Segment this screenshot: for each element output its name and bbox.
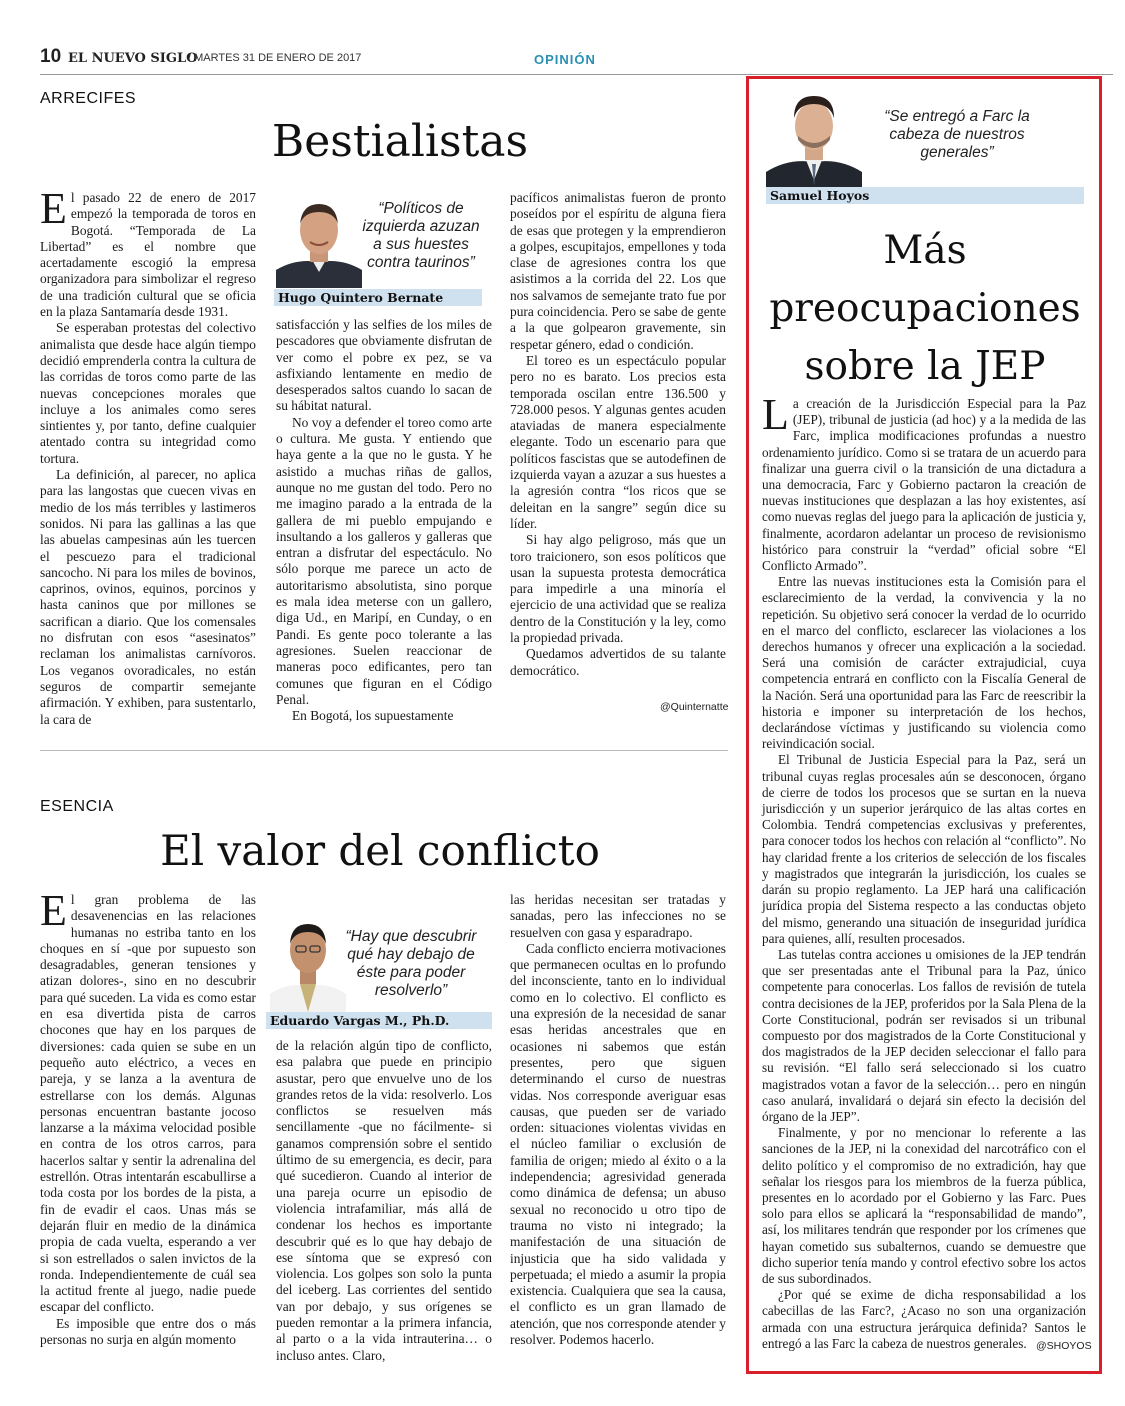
- paragraph: de la relación algún tipo de conflicto, esa palabra que puede en principio asustar, pero que envuelve uno de los grandes retos de la vida: resolverlo. Los conflictos se resuelven más sencillamente -que no fácilmente- si ganamos comprensión sobre el sentido último de su emergencia, es decir, para qué sucedieron. Cuando al interior de una pareja ocurre un episodio de violencia intrafamiliar, más allá de condenar los hechos es importante descubrir qué es lo que hay debajo de ese síntoma que se expresó con violencia. Los golpes son solo la punta del iceberg. Las corrientes del sentido van por debajo, y sus orígenes se pueden remontar a la primera infancia, al parto o a la vida intrauterina… o incluso antes. Claro,: [276, 1038, 492, 1363]
- article1-kicker: ARRECIFES: [40, 90, 137, 107]
- headline-line: preocupaciones: [769, 286, 1081, 331]
- paper-name: EL NUEVO SIGLO: [68, 51, 198, 66]
- section-label: OPINIÓN: [534, 52, 596, 67]
- article-divider: [40, 750, 728, 751]
- headline-line: sobre la JEP: [804, 344, 1046, 389]
- article2-col1: [40, 886, 256, 1360]
- paragraph: l pasado 22 de enero de 2017 empezó la temporada de toros en Bogotá. “Temporada de La Libertad” es el nombre que acertadamente escogió la empresa organizadora para simbolizar el regreso de una tradición cultural que se oficia en la plaza Santamaría desde 1931.: [40, 190, 256, 320]
- author-photo-eduardo: [270, 910, 346, 1012]
- paragraph: pacíficos animalistas fueron de pronto poseídos por el espíritu de alguna fiera de esas que protegen y la emprendieron a golpes, escupitajos, empellones y toda clase de agresiones contra los que asistimos a la corrida del 22. Los que nos salvamos de semejante trato fue por pura coincidencia. Pero se sabe de gente a la que golpearon gravemente, sin respetar género, edad o condición.: [510, 190, 727, 352]
- article3-author-bar: Samuel Hoyos: [766, 187, 1084, 204]
- article3-headline: [760, 222, 1090, 396]
- article2-kicker: ESENCIA: [40, 798, 114, 815]
- paragraph: El toreo es un espectáculo popular pero no es barato. Los precios esta temporada oscilan entre 136.500 y 728.000 pesos. Y algunas gentes acuden ataviadas de manera especialmente elegante. Todo un escenario para que políticos fascistas que se autodefinen de izquierda vayan a azuzar a sus huestes a la agresión contra “los ricos que se deleitan en la sangre” según dice su líder.: [510, 352, 726, 531]
- paragraph: satisfacción y las selfies de los miles de pescadores que obviamente disfrutan de ver como el pobre ex pez, se va asfixiando lentamente en medio de desesperados saltos cuando lo sacan de su hábitat natural.: [276, 317, 492, 414]
- article2-quote: “Hay que descubrir qué hay debajo de éste para poder resolverlo”: [345, 928, 477, 999]
- author-photo-samuel: [766, 86, 862, 188]
- masthead-date: / MARTES 31 DE ENERO DE 2017: [188, 52, 362, 64]
- article3-handle: @SHOYOS: [1036, 1340, 1092, 1352]
- article1-headline: Bestialistas: [271, 116, 529, 167]
- article2-col2: [276, 1038, 492, 1363]
- paragraph: Finalmente, y por no mencionar lo referente a las sanciones de la JEP, ni la conexidad del narcotráfico con el delito político y el compromiso de no extradición, hay que señalar los riesgos para los miembros de la fuerza pública, presentes en lo acordado por el Gobierno y las Farc. Pues solo para ellos se aplicará la “responsabilidad de mando”, así, los militares tendrán que responder por los crímenes que hayan cometido sus subalternos, cuando se demuestre que dicho superior tenía mando y control efectivo sobre los actos de sus subordinados.: [762, 1125, 1086, 1286]
- paragraph: a creación de la Jurisdicción Especial para la Paz (JEP), tribunal de justicia (ad hoc) y a la medida de las Farc, implica modificaciones profundas a nuestro ordenamiento jurídico. Como si se tratara de un acuerdo para finalizar una guerra civil o la transición de una dictadura a una democracia, Farc y Gobierno pactaron la creación de nuevas instituciones que desplazan a las hoy existentes, así como nuevas reglas del juego para la aplicación de justicia y, finalmente, acordaron adelantar un proceso de revisionismo histórico para construir la “verdad” oficial sobre “El Conflicto Armado”.: [762, 396, 1086, 574]
- paragraph: No voy a defender el toreo como arte o cultura. Me gusta. Y entiendo que haya gente a la que no le gusta. Y he asistido a muchas riñas de gallos, aunque no me gustan del todo. Pero no me imagino parado a la entrada de la gallera de mi pueblo empujando e insultando a los galleros y galleras que entran a disfrutar del espectáculo. No sólo porque me parece un acto de autoritarismo absolutista, sino porque es mala idea meterse con un gallero, diga Ud., en Maripí, en Cunday, o en Pandi. Es gente poco tolerante a las agresiones. Suelen reaccionar de maneras poco edificantes, pero tan comunes que figuran en el Código Penal.: [276, 414, 492, 707]
- author-photo-hugo: [276, 192, 362, 288]
- article1-quote: “Políticos de izquierda azuzan a sus huestes contra taurinos”: [362, 200, 480, 271]
- article3-quote: “Se entregó a Farc la cabeza de nuestros generales”: [884, 108, 1030, 161]
- paragraph: Quedamos advertidos de su talante democrático.: [510, 646, 726, 678]
- paragraph: Si hay algo peligroso, más que un toro traicionero, son esos políticos que usan la supuesta protesta democrática para impedirle a una minoría el ejercicio de una actividad que se realiza dentro de la Constitución y la ley, como la propiedad privada.: [510, 532, 726, 646]
- paragraph: ¿Por qué se exime de dicha responsabilidad a los cabecillas de las Farc?, ¿Acaso no son una organización armada con una estructura jerárquica definida? Santos le entregó a las Farc la cabeza de nuestros generales.: [762, 1287, 1086, 1351]
- article1-col3: [510, 190, 726, 700]
- article2-author-bar: Eduardo Vargas M., Ph.D.: [266, 1012, 492, 1029]
- article3-dropcap: L: [762, 390, 789, 439]
- paragraph: Es imposible que entre dos o más personas no surja en algún momento: [40, 1315, 256, 1348]
- paragraph: l gran problema de las desavenencias en las relaciones humanas no estriba tanto en los choques en sí -que por supuesto son desagradables, generan tensiones y atizan dolores-, sino en no descubrir para qué suceden. La vida es como estar en esa divertida pista de carros chocones que hay en los parques de diversiones: cada quien se sube en un pequeño auto eléctrico, a veces en pareja, y se lanza a la aventura de estrellarse con los demás. Algunas personas encuentran bastante jocoso lanzarse a la máxima velocidad posible en contra de los otros carros, para hacerlos saltar y sentir la adrenalina del estrellón. Otras intentarán escabullirse a toda costa por los bordes de la pista, a fin de evadir el caos. Unas más se dejarán fluir en medio de la dinámica propia de cada vuelta, esperando a ver si son estrellados o salen invictos de la ronda. Independientemente de cuál sea la actitud frente al juego, nadie puede escapar del conflicto.: [40, 892, 256, 1315]
- article1-handle: @Quinternatte: [660, 701, 729, 713]
- paragraph: Cada conflicto encierra motivaciones que permanecen ocultas en lo profundo del inconsciente, tanto en lo individual como en lo colectivo. El conflicto es una expresión de la necesidad de sanar esas heridas ancestrales que en ocasiones ni sabemos que están presentes, pero que siguen determinando el curso de nuestras vidas. Nos corresponde averiguar esas causas, que pueden ser de variado orden: situaciones violentas vividas en el núcleo familiar o exclusión de familia de origen; miedo al éxito o a la independencia; agresividad generada como dinámica de defensa; un abuso sexual no reconocido u otro tipo de trauma no visto ni integrado; la manifestación de una situación de injusticia que ha sido validada y perpetuada; el miedo a asumir la propia existencia. Cualquiera que sea la causa, el conflicto es un gran llamado de atención, que nos corresponde atender y resolver. Podemos hacerlo.: [510, 940, 726, 1348]
- masthead-rule: [40, 74, 1113, 75]
- article1-col1: [40, 184, 257, 727]
- paragraph: En Bogotá, los supuestamente: [292, 708, 454, 724]
- article2-headline: El valor del conflicto: [160, 826, 600, 875]
- paragraph: El Tribunal de Justicia Especial para la Paz, será un tribunal cuyas reglas procesales aún se desconocen, órgano de cierre de todos los procesos que se surtan en la nueva jurisdicción y un superior jerárquico de las altas cortes en Colombia. Tendrá competencias exclusivas y preferentes, para conocer todos los hechos con relación al “conflicto”. No hay claridad frente a los criterios de selección de los fiscales y magistrados que integrarán la jurisdicción, los cuales se darán su propio reglamento. La JEP hará una calificación jurídica propia del Sistema respecto a las conductas objeto del mismo, generando una situación de inseguridad jurídica para quienes, allí, resulten procesados.: [762, 752, 1086, 946]
- paragraph: las heridas necesitan ser tratadas y sanadas, pero las infecciones no se resuelven con gasa y esparadrapo.: [510, 892, 726, 940]
- paragraph: La definición, al parecer, no aplica para las langostas que cuecen vivas en medio de los más terribles y lastimeros sonidos. Ni para las gallinas a las que las abuelas campesinas aún les tuercen el pescuezo para el tradicional sancocho. Ni para los miles de bovinos, caprinos, ovinos, equinos, porcinos y hasta caninos que por millones se sacrifican a diario. Que los comensales no disfrutan con esos “asesinatos” reclaman los animalistas carnívoros. Los veganos ovoradicales, no están seguros de compartir semejante afirmación. Y exhiben, para sustentarlo, la cara de: [40, 467, 256, 727]
- headline-line: Más: [883, 228, 967, 273]
- page-number: 10: [40, 46, 62, 67]
- article1-dropcap: E: [40, 184, 67, 233]
- article2-dropcap: E: [40, 886, 67, 935]
- paragraph: Las tutelas contra acciones u omisiones de la JEP tendrán que ser presentadas ante el Tribunal para la Paz, único competente para conocerlas. Los fallos de revisión de tutela contra decisiones de la JEP, proferidos por la Sala Plena de la Corte Constitucional, podrán ser revisados si un tribunal compuesto por dos magistrados de la Corte Constitucional y dos magistrados de la JEP deciden seleccionar el fallo para su revisión. “El fallo será seleccionado si los cuatro magistrados votan a favor de la selección… pero en ningún caso anulará, invalidará o dejará sin efecto la decisión del órgano de la JEP”.: [762, 946, 1086, 1124]
- paragraph: Entre las nuevas instituciones esta la Comisión para el esclarecimiento de la verdad, la convivencia y la no repetición. Su objetivo será conocer la verdad de lo ocurrido en el marco del conflicto, esclarecer las violaciones a los derechos humanos y ofrecer una explicación a la sociedad. Será una comisión de carácter extrajudicial, cuya competencia entrará en conflicto con la Fiscalía General de la Nación. Será una oportunidad para las Farc de reescribir la historia e imponer su interpretación de los hechos, declarándose víctimas y justificando su violencia como reivindicación social.: [762, 574, 1086, 752]
- article1-author-bar: Hugo Quintero Bernate: [274, 289, 482, 306]
- article1-col2: [276, 317, 492, 724]
- article2-col3: [510, 892, 726, 1360]
- masthead: [40, 46, 1113, 74]
- paragraph: Se esperaban protestas del colectivo animalista que desde hace algún tiempo decidió emprenderla contra la cultura de las corridas de toros como parte de las nuevas concepciones morales que incluye a los animales como seres sintientes y, por tanto, define cualquier atentado contra su integridad como tortura.: [40, 320, 257, 466]
